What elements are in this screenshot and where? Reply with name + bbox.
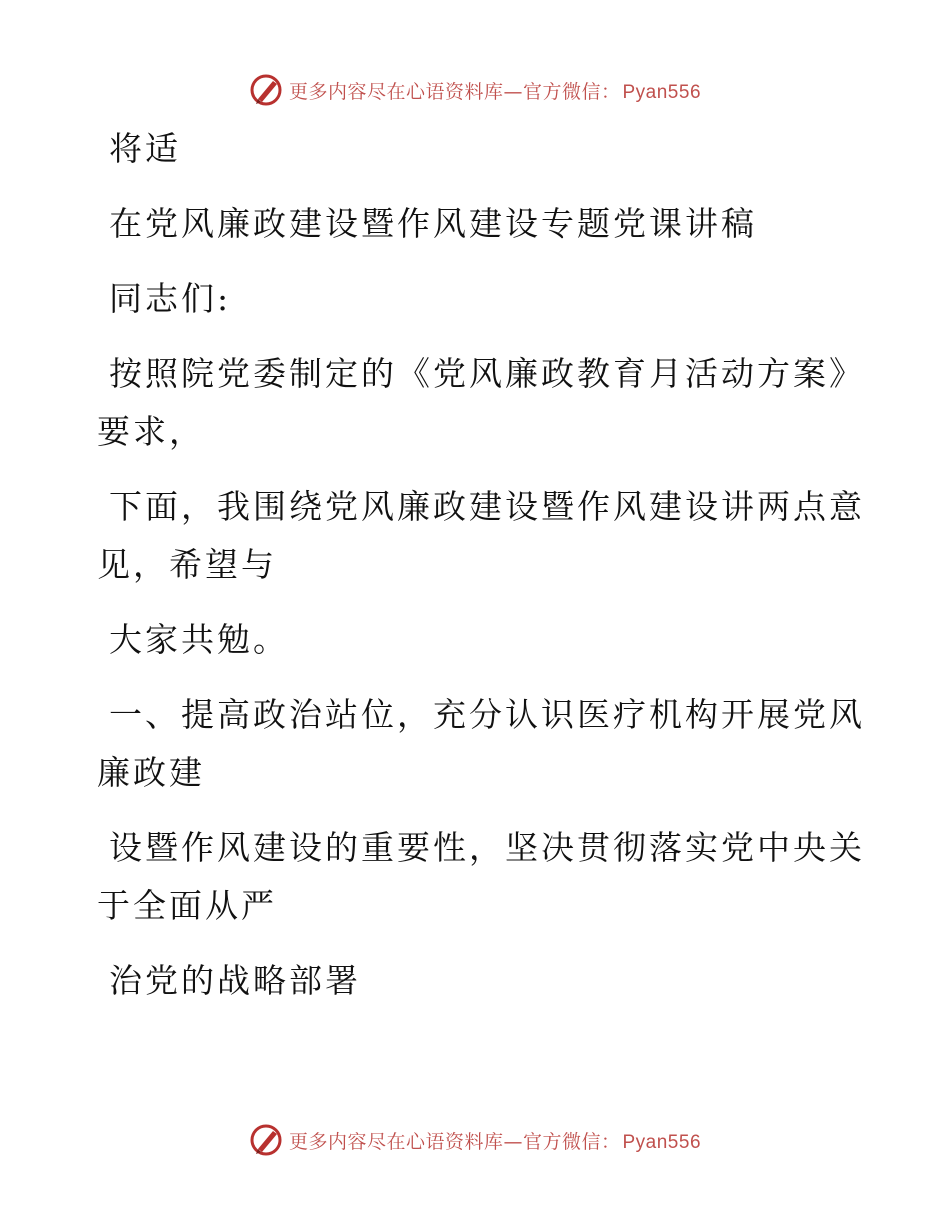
section-heading-continued: 廉政建 [97, 753, 205, 792]
body-line: 设暨作风建设的重要性，坚决贯彻落实党中央关 [109, 828, 865, 867]
body-line: 见，希望与 [97, 545, 277, 584]
header-watermark-label: 更多内容尽在心语资料库—官方微信： [288, 80, 621, 103]
body-line: 治党的战略部署 [109, 961, 361, 1000]
pen-logo-icon [249, 73, 283, 107]
footer-watermark [0, 1120, 950, 1160]
body-line: 于全面从严 [97, 886, 277, 925]
document-title: 在党风廉政建设暨作风建设专题党课讲稿 [109, 204, 757, 243]
footer-wechat-id: Pyan556 [622, 1131, 702, 1153]
header-watermark [0, 70, 950, 110]
header-watermark-text [289, 77, 701, 104]
body-line: 要求， [97, 412, 205, 451]
footer-watermark-label: 更多内容尽在心语资料库—官方微信： [288, 1130, 621, 1153]
pen-logo-icon [249, 1123, 283, 1157]
body-line: 大家共勉。 [109, 620, 289, 659]
header-wechat-id: Pyan556 [622, 81, 702, 103]
document-body [97, 120, 865, 1010]
footer-watermark-text [289, 1127, 701, 1154]
section-heading: 一、提高政治站位，充分认识医疗机构开展党风 [109, 695, 865, 734]
body-line: 按照院党委制定的《党风廉政教育月活动方案》 [109, 354, 865, 393]
body-line: 下面，我围绕党风廉政建设暨作风建设讲两点意 [109, 487, 865, 526]
body-line: 将适 [109, 129, 181, 168]
salutation: 同志们: [109, 279, 232, 318]
